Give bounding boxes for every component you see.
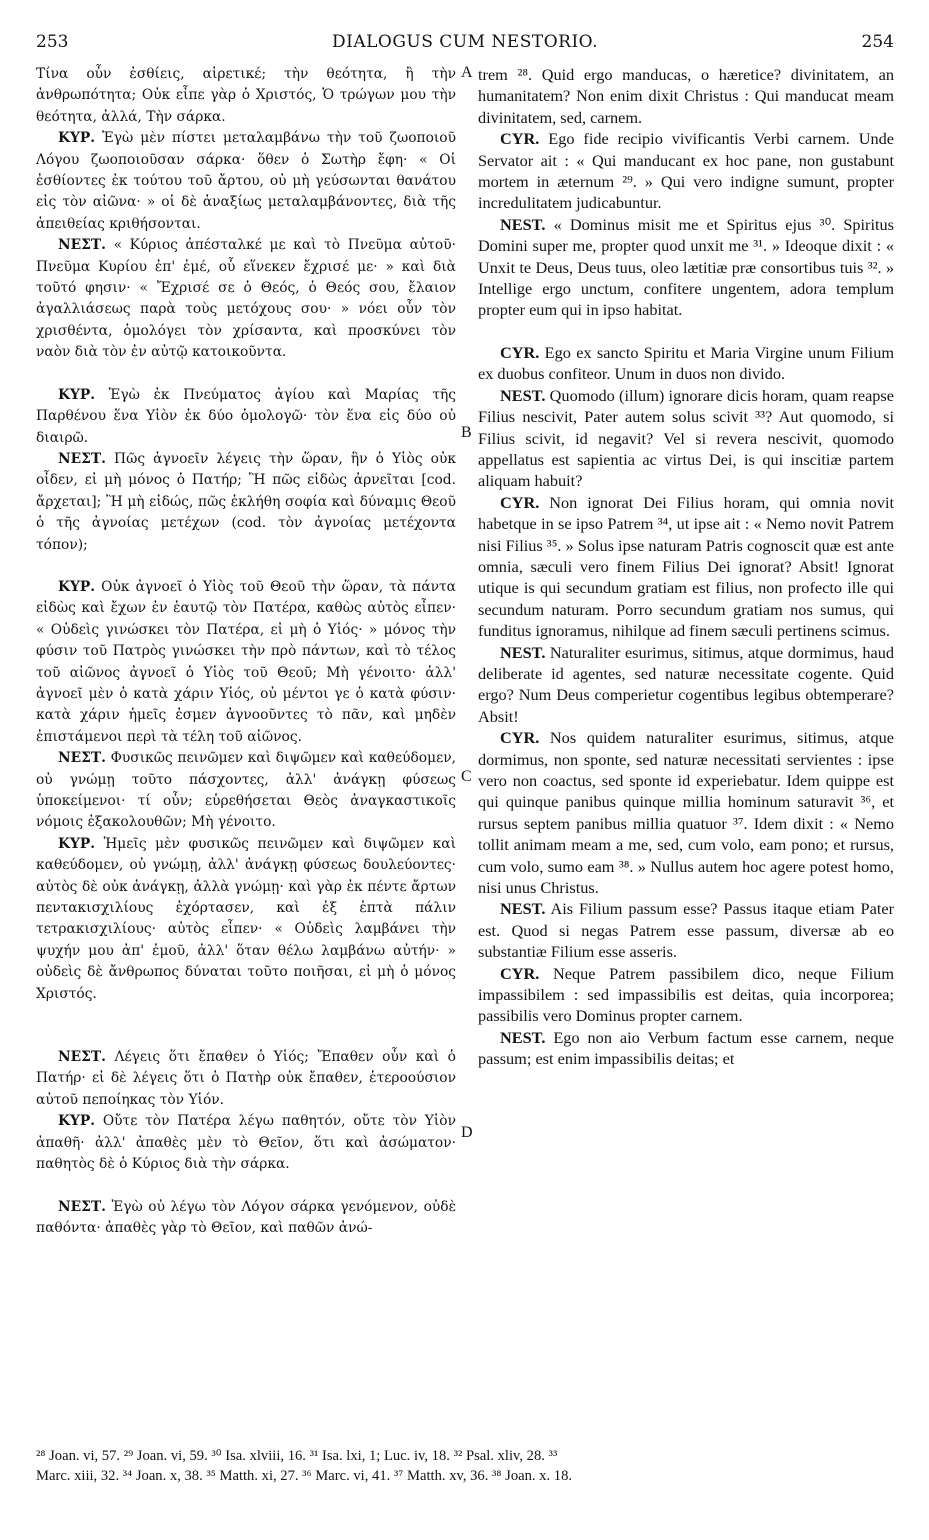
paragraph-text: Ἐγὼ μὲν πίστει μεταλαμβάνω τὴν τοῦ ζωοποιοῦ Λόγου ζωοποιοῦσαν σάρκα· ὅθεν ὁ Σωτὴρ ἔφη· « Οἱ ἐσθίοντες ἐκ τούτου τοῦ ἄρτου, οὐ μὴ γεύσωνται θανάτου εἰς τὸν αἰῶνα· » οἱ δὲ ἀναξίως μεταλαμβάνοντες, διὰ τῆς ἀπειθείας κριθήσονται. — [36, 130, 456, 232]
paragraph — [36, 235, 456, 363]
page-number-right: 254 — [861, 32, 894, 52]
speaker-label: CYR. — [500, 342, 540, 362]
paragraph-text: Ais Filium passum esse? Passus itaque etiam Pater est. Quod si negas Patrem esse passum, diversæ ab eo substantiæ Filium esse asseris. — [478, 899, 895, 962]
speaker-label: ΝΕΣΤ. — [58, 750, 106, 767]
paragraph-text: Τίνα οὖν ἐσθίεις, αἱρετικέ; τὴν θεότητα, ἢ τὴν ἀνθρωπότητα; Οὐκ εἶπε γὰρ ὁ Χριστός, Ὁ τρώγων μου τὴν θεότητα, ἀλλά, Τὴν σάρκα. — [36, 66, 456, 125]
paragraph — [36, 834, 456, 1005]
paragraph-text: Nos quidem naturaliter esurimus, sitimus, atque dormimus, non sponte, sed naturæ necessitati servientes : ipse vero non coactus, sed sponte id experiebatur. Idem quippe est qui quinque panibus quinque millia hominum saturavit ³⁶, et rursus septem panibus millia quatuor ³⁷. Idem dixit : « Nemo tollit animam meam a me, sed, cum volo, eam pono; et rursus, cum volo, sumo eam ³⁸. » Nullus autem hoc agere potest homo, nisi unus Christus. — [478, 728, 894, 898]
paragraph — [36, 385, 456, 449]
paragraph-text: Ἐγὼ ἐκ Πνεύματος ἁγίου καὶ Μαρίας τῆς Παρθένου ἕνα Υἱὸν ἐκ δύο ὁμολογῶ· τὸν ἕνα εἰς δύο οὐ διαιρῶ. — [36, 386, 456, 446]
paragraph-text: Ego fide recipio vivificantis Verbi carnem. Unde Servator ait : « Qui manducant ex hoc pane, non gustabunt mortem in æternum ²⁹. » Qui vero indigne sumunt, propter incredulitatem judicabuntur. — [478, 129, 894, 213]
speaker-label: NEST. — [500, 214, 546, 234]
speaker-label: ΝΕΣΤ. — [58, 1049, 106, 1066]
paragraph — [478, 342, 894, 385]
paragraph-text: Neque Patrem passibilem dico, neque Filium impassibilem : sed impassibilis est deitas, quia incorporea; passibilis vero Dominus propter carnem. — [478, 963, 894, 1026]
paragraph-text: « Κύριος ἀπέσταλκέ με καὶ τὸ Πνεῦμα αὐτοῦ· Πνεῦμα Κυρίου ἐπ' ἐμέ, οὗ εἵνεκεν ἔχρισέ με· » καὶ διὰ τοῦτό φησιν· « Ἔχρισέ σε ὁ Θεός, ὁ Θεός σου, ἔλαιον ἀγαλλιάσεως παρὰ τοὺς μετόχους σου· » νόει οὖν τὸν χρισθέντα, ὁμολόγει τὸν χρίσαντα, καὶ προσκύνει τὸν ναὸν διὰ τὸν ἐν αὐτῷ κατοικοῦντα. — [36, 237, 456, 361]
paragraph-gap — [36, 364, 456, 385]
paragraph-text: Φυσικῶς πεινῶμεν καὶ διψῶμεν καὶ καθεύδομεν, οὐ γνώμῃ τοῦτο πάσχοντες, ἀλλ' ἀνάγκῃ φύσεως ὑποκείμενοι· τί οὖν; εὑρεθήσεται Θεὸς ἀναγκαστικοῖς νόμοις ἐξακολουθῶν; Μὴ γένοιτο. — [36, 750, 456, 831]
latin-column — [478, 64, 894, 1440]
footnote-line: Marc. xiii, 32. ³⁴ Joan. x, 38. ³⁵ Matth. xi, 27. ³⁶ Marc. vi, 41. ³⁷ Matth. xv, 36. ³⁸ Joan. x. 18. — [36, 1468, 573, 1484]
greek-column — [36, 64, 456, 1440]
speaker-label: ΚΥΡ. — [58, 578, 96, 595]
footnotes — [36, 1446, 894, 1486]
paragraph — [478, 1027, 894, 1070]
speaker-label: ΝΕΣΤ. — [58, 237, 106, 254]
speaker-label: NEST. — [500, 1027, 546, 1047]
paragraph — [36, 64, 456, 128]
margin-marker-b: B — [461, 424, 472, 441]
paragraph-text: Non ignorat Dei Filius horam, qui omnia novit habetque in se ipso Patrem ³⁴, ut ipse ait : « Nemo novit Patrem nisi Filius ³⁵. » Solus ipse naturam Patris cognoscit quæ est ante omnia, sæculi vero finem Filius Dei ignorat? Absit! Ignorat utique is qui secundum gratiam est filius, non profecto ille qui secundum naturam. Porro secundum gratiam nos sumus, qui funditus ignoramus, nihilque ad finem sæculi pertinens scimus. — [478, 492, 894, 641]
speaker-label: CYR. — [500, 963, 540, 983]
speaker-label: ΝΕΣΤ. — [58, 450, 106, 467]
paragraph-text: Ἐγὼ οὐ λέγω τὸν Λόγον σάρκα γενόμενον, οὐδὲ παθόντα· ἀπαθὲς γὰρ τὸ Θεῖον, καὶ παθῶν ἀνώ- — [36, 1198, 456, 1236]
paragraph-text: « Dominus misit me et Spiritus ejus ³⁰. Spiritus Domini super me, propter quod unxit me ³¹. » Ideoque dixit : « Unxit te Deus, Deus tuus, oleo lætitiæ præ consortibus tuis ³². » Intellige ergo unctum, confitere ungentem, adora templum propter eum qui in ipso habitat. — [478, 214, 894, 320]
margin-marker-d: D — [461, 1124, 473, 1141]
speaker-label: CYR. — [500, 129, 540, 149]
paragraph-text: Naturaliter esurimus, sitimus, atque dormimus, haud deliberate id agentes, sed naturæ necessitate cogente. Quid ergo? Num Deus comperietur cogentibus legibus obtemperare? Absit! — [478, 642, 894, 726]
speaker-label: NEST. — [500, 385, 546, 405]
speaker-label: ΝΕΣΤ. — [58, 1198, 106, 1215]
paragraph-text: Ἡμεῖς μὲν φυσικῶς πεινῶμεν καὶ διψῶμεν καὶ καθεύδομεν, οὐ γνώμῃ, ἀλλ' ἀνάγκῃ φύσεως δουλεύοντες· αὐτὸς δὲ οὐκ ἀνάγκῃ, ἀλλὰ γνώμῃ· καὶ γὰρ ἐκ πέντε ἄρτων πεντακισχιλίους ἐχόρτασεν, καὶ ἐξ ἑπτὰ πάλιν τετρακισχιλίους· αὐτὸς εἶπεν· « Οὐδεὶς λαμβάνει τὴν ψυχήν μου ἀπ' ἐμοῦ, ἀλλ' ὅταν θέλω λαμβάνω αὐτήν· » οὐδεὶς δὲ ἄνθρωπος δύναται τοῦτο ποιῆσαι, εἰ μὴ ὁ μόνος Χριστός. — [36, 835, 456, 1002]
paragraph-gap — [36, 1176, 456, 1197]
speaker-label: NEST. — [500, 899, 546, 919]
speaker-label: CYR. — [500, 492, 540, 512]
speaker-label: ΚΥΡ. — [58, 835, 96, 852]
margin-marker-c: C — [461, 768, 472, 785]
paragraph — [478, 214, 894, 321]
paragraph-text: Ego ex sancto Spiritu et Maria Virgine unum Filium ex duobus confiteor. Unum in duos non divido. — [478, 342, 895, 384]
paragraph — [478, 727, 894, 898]
paragraph-text: trem ²⁸. Quid ergo manducas, o hæretice? divinitatem, an humanitatem? Non enim dixit Christus : Qui manducat meam divinitatem, sed, carnem. — [478, 65, 894, 127]
paragraph — [36, 1047, 456, 1111]
speaker-label: ΚΥΡ. — [58, 1113, 96, 1130]
paragraph — [36, 748, 456, 834]
paragraph-text: Οὔτε τὸν Πατέρα λέγω παθητόν, οὔτε τὸν Υἱὸν ἀπαθῆ· ἀλλ' ἀπαθὲς μὲν τὸ Θεῖον, ὅτι καὶ ἀσώματον· παθητὸς δὲ ὁ Κύριος διὰ τὴν σάρκα. — [36, 1113, 456, 1173]
speaker-label: ΚΥΡ. — [58, 386, 96, 403]
speaker-label: ΚΥΡ. — [58, 130, 96, 147]
paragraph — [36, 1197, 456, 1240]
paragraph-text: Οὐκ ἀγνοεῖ ὁ Υἱὸς τοῦ Θεοῦ τὴν ὥραν, τὰ πάντα εἰδὼς καὶ ἔχων ἐν ἑαυτῷ τὸν Πατέρα, καθὼς αὐτὸς εἶπεν· « Οὐδεὶς γινώσκει τὸν Πατέρα, εἰ μὴ ὁ Υἱός· » μόνος τὴν φύσιν τοῦ Πατρὸς γινώσκει τὴν πρὸ πάντων, καὶ τὸ τέλος τοῦ αἰῶνος ἀγνοεῖ ὁ Υἱὸς τοῦ Θεοῦ; Μὴ γένοιτο· ἀλλ' ἀγνοεῖ μὲν ὁ κατὰ χάριν Υἱός, οὐ μέντοι γε ὁ κατὰ φύσιν· κατὰ χάριν ἡμεῖς ἐσμεν ἀγνοοῦντες τὸ πᾶν, καὶ μηδὲν ἐπιστάμενοι περὶ τὰ τέλη τοῦ αἰῶνος. — [36, 578, 456, 745]
speaker-label: CYR. — [500, 728, 540, 748]
paragraph-text: Quomodo (illum) ignorare dicis horam, quam reapse Filius nescivit, Pater autem solus scivit ³³? Aut quomodo, si Filius scivit, id negavit? Vel si revera nescivit, quomodo appellatus est sapientia ac virtus Dei, is qui inscitiæ partem aliquam habuit? — [478, 385, 894, 491]
paragraph — [36, 128, 456, 235]
paragraph — [36, 577, 456, 748]
paragraph-gap — [478, 321, 894, 342]
paragraph-gap — [36, 556, 456, 577]
footnote-line: ²⁸ Joan. vi, 57. ²⁹ Joan. vi, 59. ³⁰ Isa. xlviii, 16. ³¹ Isa. lxi, 1; Luc. iv, 18. ³² Psal. xliv, 28. ³³ — [36, 1448, 558, 1464]
paragraph — [478, 128, 894, 214]
paragraph-text: Ego non aio Verbum factum esse carnem, neque passum; est enim impassibilis deitas; et — [478, 1027, 894, 1069]
paragraph — [36, 1111, 456, 1175]
paragraph — [36, 449, 456, 556]
paragraph — [478, 963, 894, 1027]
paragraph-text: Λέγεις ὅτι ἔπαθεν ὁ Υἱός; Ἔπαθεν οὖν καὶ ὁ Πατήρ· εἰ δὲ λέγεις ὅτι ὁ Πατὴρ οὐκ ἔπαθεν, ἑτεροούσιον αὐτοῦ πεποίηκας τὸν Υἱόν. — [36, 1049, 456, 1108]
paragraph-gap — [36, 1005, 456, 1047]
paragraph — [478, 642, 894, 728]
speaker-label: NEST. — [500, 642, 546, 662]
page-header — [36, 32, 894, 58]
paragraph — [478, 64, 894, 128]
paragraph — [478, 385, 894, 492]
paragraph-text: Πῶς ἀγνοεῖν λέγεις τὴν ὥραν, ἣν ὁ Υἱὸς οὐκ οἶδεν, εἰ μὴ μόνος ὁ Πατήρ; Ἢ πῶς εἰδὼς ἀρνεῖται [cod. ἄρχεται]; Ἢ μὴ εἰδώς, πῶς ἐκλήθη σοφία καὶ δύναμις Θεοῦ ὁ τῆς ἀγνοίας μετέχων (cod. τὸν ἀγνοίας μετέχοντα τόπον); — [36, 450, 456, 553]
paragraph — [478, 898, 894, 962]
paragraph — [478, 492, 894, 642]
page-number-left: 253 — [36, 32, 69, 52]
margin-marker-a: A — [461, 64, 473, 81]
running-title: DIALOGUS CUM NESTORIO. — [331, 32, 599, 52]
